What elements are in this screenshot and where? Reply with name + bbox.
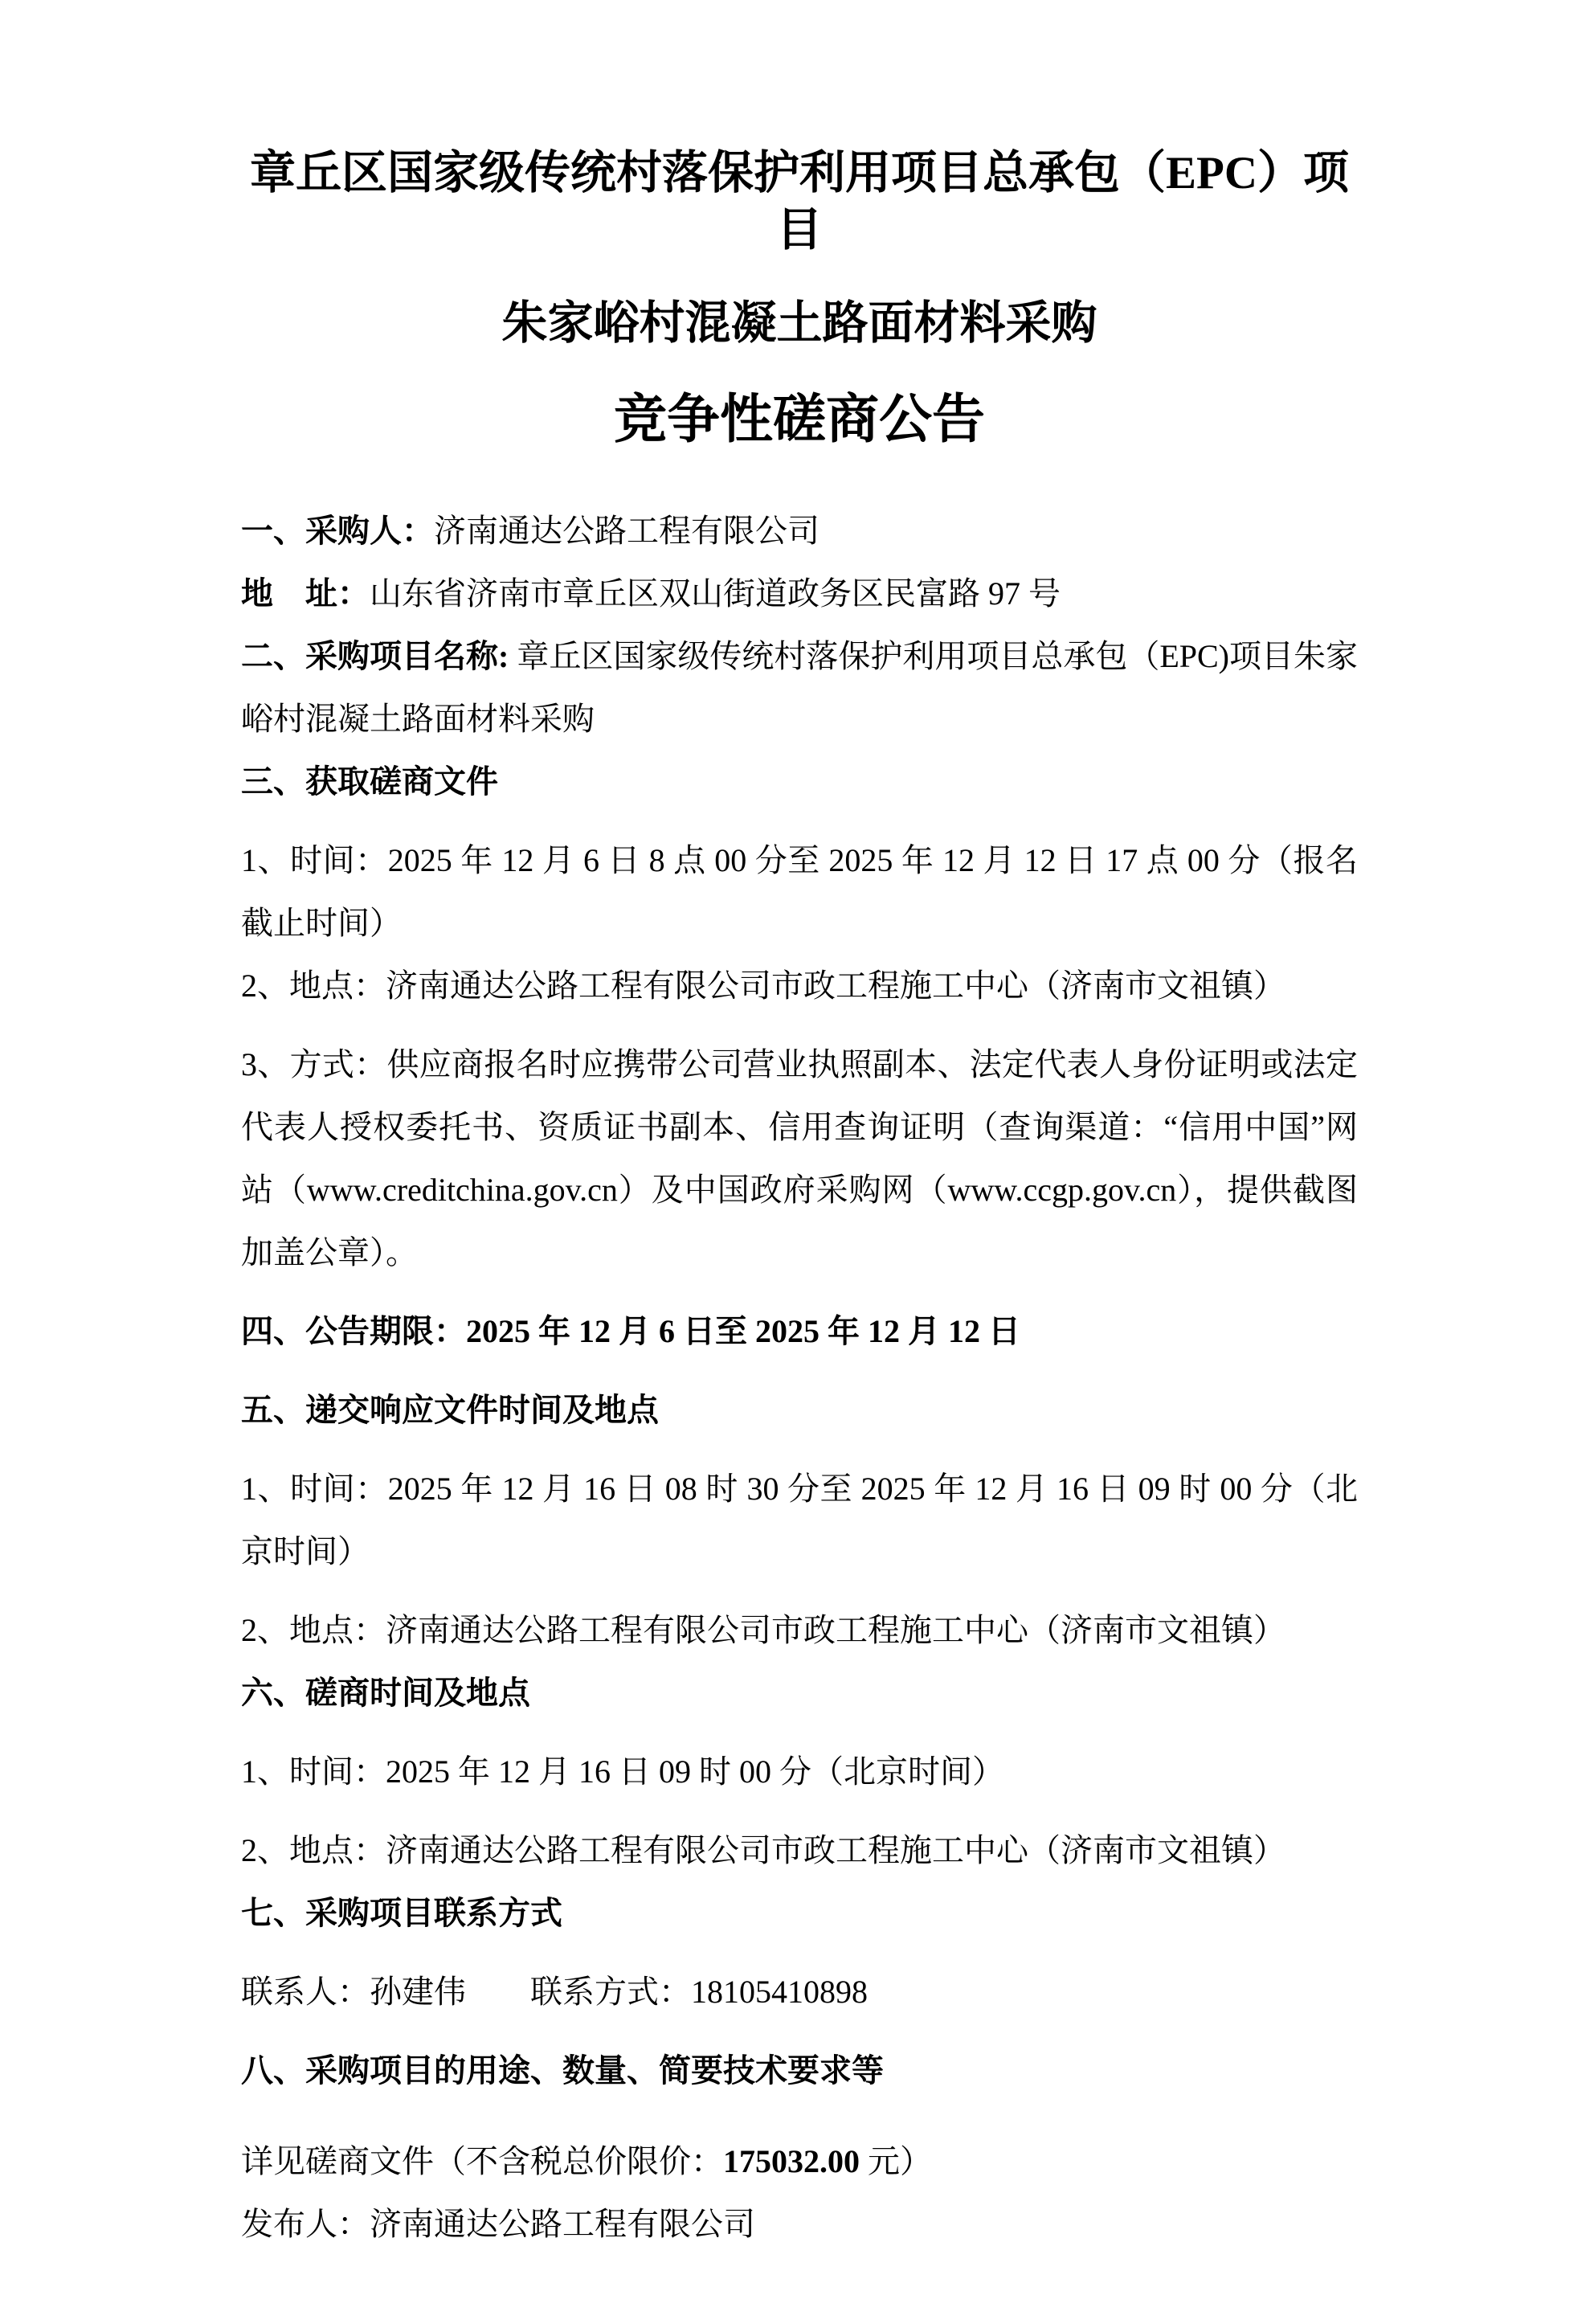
paragraph-price-limit [241,2130,1358,2193]
section-heading-3: 三、获取磋商文件 [241,763,498,800]
section-6-item-1: 1、时间：2025 年 12 月 16 日 09 时 00 分（北京时间） [241,1753,1004,1790]
section-3-item-1: 1、时间：2025 年 12 月 6 日 8 点 00 分至 2025 年 12 月 12 日 17 点 00 分（报名截止时间） [241,842,1358,942]
project-name-label: 二、采购项目名称: [241,638,517,675]
price-limit-suffix: 元） [860,2143,932,2180]
paragraph-project-name [241,625,1358,751]
contact-phone-value: 18105410898 [691,1974,868,2011]
purchaser-value: 济南通达公路工程有限公司 [434,513,819,550]
price-limit-prefix: 详见磋商文件（不含税总价限价： [241,2143,723,2180]
title-line-2: 朱家峪村混凝土路面材料采购 [501,297,1097,349]
project-name-value: 章丘区国家级传统村落保护利用项目总承包（EPC)项目朱家峪村混凝土路面材料采购 [241,638,1359,738]
section-5-item-2: 2、地点：济南通达公路工程有限公司市政工程施工中心（济南市文祖镇） [241,1612,1285,1649]
paragraph-contact [241,1961,1358,2023]
address-label: 地 址： [241,575,370,612]
contact-phone-label: 联系方式： [530,1974,691,2011]
section-heading-5: 五、递交响应文件时间及地点 [241,1392,659,1429]
publisher-value: 济南通达公路工程有限公司 [370,2206,755,2243]
contact-person-name: 孙建伟 [370,1974,466,2011]
purchaser-label: 一、采购人： [241,513,434,550]
paragraph-address [241,563,1358,625]
section-heading-6: 六、磋商时间及地点 [241,1675,530,1712]
publisher-label: 发布人： [241,2206,370,2243]
paragraph-purchaser [241,500,1358,563]
title-line-3: 竞争性磋商公告 [614,390,985,449]
section-3-item-2: 2、地点：济南通达公路工程有限公司市政工程施工中心（济南市文祖镇） [241,968,1285,1004]
price-limit-value: 175032.00 [723,2143,860,2180]
section-heading-4: 四、公告期限：2025 年 12 月 6 日至 2025 年 12 月 12 日 [241,1313,1020,1350]
document-body [241,500,1358,2256]
section-3-item-3: 3、方式：供应商报名时应携带公司营业执照副本、法定代表人身份证明或法定代表人授权委托书、资质证书副本、信用查询证明（查询渠道：“信用中国”网站（www.creditchina.gov.cn）及中国政府采购网（www.ccgp.gov.cn），提供截图加盖公章）。 [241,1046,1358,1271]
address-value: 山东省济南市章丘区双山街道政务区民富路 97 号 [370,575,1061,612]
title-line-1: 章丘区国家级传统村落保护利用项目总承包（EPC）项目 [250,148,1349,256]
paragraph-publisher [241,2193,1358,2256]
contact-person-label: 联系人： [241,1974,370,2011]
section-6-item-2: 2、地点：济南通达公路工程有限公司市政工程施工中心（济南市文祖镇） [241,1832,1285,1869]
section-heading-7: 七、采购项目联系方式 [241,1895,562,1932]
document-title [241,145,1358,453]
section-heading-8: 八、采购项目的用途、数量、简要技术要求等 [241,2052,884,2089]
section-5-item-1: 1、时间：2025 年 12 月 16 日 08 时 30 分至 2025 年 12 月 16 日 09 时 00 分（北京时间） [241,1471,1358,1570]
